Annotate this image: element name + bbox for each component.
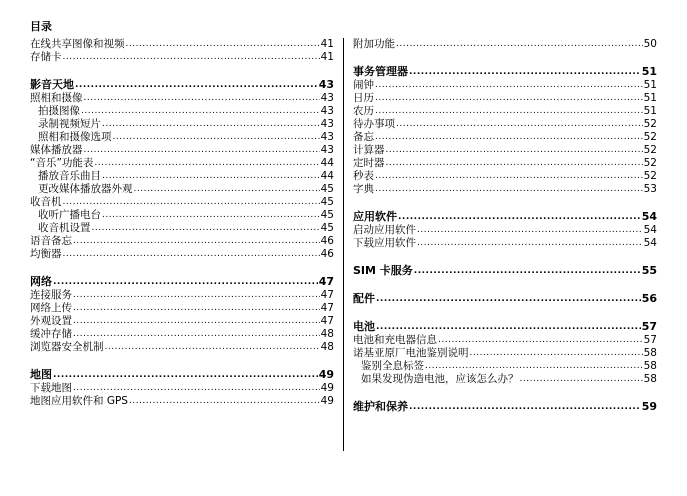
toc-page-number: 43 — [320, 92, 334, 104]
toc-leader-dots — [63, 51, 320, 64]
toc-page-number: 56 — [641, 292, 657, 305]
toc-entry-label: 字典 — [353, 183, 374, 195]
toc-leader-dots — [94, 157, 319, 170]
toc-entry[interactable] — [30, 105, 334, 118]
toc-entry[interactable] — [353, 79, 657, 92]
toc-leader-dots — [102, 118, 320, 131]
toc-page-number: 51 — [641, 65, 657, 78]
toc-leader-dots — [53, 275, 318, 289]
toc-section-heading[interactable] — [30, 78, 334, 92]
toc-leader-dots — [376, 292, 641, 306]
toc-entry[interactable] — [353, 183, 657, 196]
toc-entry-label: 应用软件 — [353, 210, 397, 223]
toc-entry[interactable] — [30, 183, 334, 196]
toc-entry-label: 备忘 — [353, 131, 374, 143]
toc-entry[interactable] — [30, 51, 334, 64]
toc-spacer — [353, 51, 657, 65]
toc-entry-label: 电池和充电器信息 — [353, 334, 437, 346]
toc-page-number: 53 — [643, 183, 657, 195]
toc-entry[interactable] — [30, 209, 334, 222]
toc-leader-dots — [438, 334, 643, 347]
toc-leader-dots — [126, 38, 320, 51]
toc-leader-dots — [129, 395, 320, 408]
toc-entry[interactable] — [30, 92, 334, 105]
toc-page-number: 51 — [643, 92, 657, 104]
toc-page-number: 52 — [643, 118, 657, 130]
toc-page-number: 59 — [641, 400, 657, 413]
toc-entry[interactable] — [30, 382, 334, 395]
toc-spacer — [353, 196, 657, 210]
toc-entry-label: 如果发现伪造电池，应该怎么办？ — [361, 373, 519, 385]
toc-page-number: 45 — [320, 222, 334, 234]
toc-entry-label: 电池 — [353, 320, 375, 333]
toc-leader-dots — [134, 183, 320, 196]
toc-leader-dots — [409, 65, 641, 79]
toc-leader-dots — [375, 170, 643, 183]
toc-page-number: 47 — [320, 315, 334, 327]
toc-entry-label: 拍摄图像 — [38, 105, 80, 117]
toc-page-number: 48 — [320, 328, 334, 340]
column-divider — [343, 38, 344, 451]
toc-entry-label: 网络上传 — [30, 302, 72, 314]
toc-entry-label: 外观设置 — [30, 315, 72, 327]
toc-leader-dots — [520, 373, 643, 386]
toc-entry[interactable] — [30, 289, 334, 302]
toc-page-number: 52 — [643, 144, 657, 156]
toc-page-number: 58 — [643, 347, 657, 359]
toc-section-heading[interactable] — [30, 368, 334, 382]
toc-leader-dots — [386, 144, 643, 157]
toc-left-column — [30, 38, 334, 408]
toc-leader-dots — [73, 302, 320, 315]
toc-entry[interactable] — [353, 237, 657, 250]
toc-leader-dots — [417, 237, 643, 250]
toc-entry[interactable] — [30, 302, 334, 315]
toc-leader-dots — [470, 347, 643, 360]
toc-leader-dots — [73, 382, 320, 395]
toc-leader-dots — [105, 341, 320, 354]
toc-entry[interactable] — [353, 334, 657, 347]
toc-entry-label: 浏览器安全机制 — [30, 341, 104, 353]
toc-leader-dots — [73, 315, 320, 328]
toc-entry[interactable] — [30, 170, 334, 183]
toc-leader-dots — [102, 170, 320, 183]
toc-page-number: 57 — [641, 320, 657, 333]
toc-leader-dots — [414, 264, 641, 278]
toc-leader-dots — [375, 183, 643, 196]
toc-page-number: 43 — [318, 78, 334, 91]
toc-spacer — [353, 306, 657, 320]
toc-entry-label: 农历 — [353, 105, 374, 117]
toc-page-number: 52 — [643, 131, 657, 143]
toc-entry[interactable] — [353, 131, 657, 144]
toc-leader-dots — [375, 131, 643, 144]
toc-page-number: 43 — [320, 131, 334, 143]
toc-leader-dots — [375, 92, 643, 105]
toc-entry-label: 附加功能 — [353, 38, 395, 50]
toc-entry[interactable] — [30, 341, 334, 354]
toc-entry-label: 下载应用软件 — [353, 237, 416, 249]
toc-page-number: 54 — [643, 224, 657, 236]
toc-entry[interactable] — [353, 38, 657, 51]
toc-page-number: 47 — [320, 289, 334, 301]
toc-entry-label: 照相和摄像 — [30, 92, 83, 104]
toc-leader-dots — [375, 105, 643, 118]
toc-entry[interactable] — [30, 248, 334, 261]
toc-leader-dots — [63, 248, 320, 261]
toc-section-heading[interactable] — [353, 400, 657, 414]
toc-leader-dots — [73, 289, 320, 302]
toc-entry-label: 启动应用软件 — [353, 224, 416, 236]
toc-leader-dots — [81, 105, 320, 118]
toc-entry-label: 待办事项 — [353, 118, 395, 130]
toc-leader-dots — [84, 92, 320, 105]
toc-spacer — [30, 64, 334, 78]
toc-page-number: 52 — [643, 170, 657, 182]
toc-leader-dots — [376, 320, 641, 334]
toc-entry-label: 播放音乐曲目 — [38, 170, 101, 182]
toc-page-number: 58 — [643, 373, 657, 385]
toc-page-number: 44 — [320, 157, 334, 169]
toc-leader-dots — [84, 144, 320, 157]
toc-entry[interactable] — [353, 373, 657, 386]
toc-entry[interactable] — [353, 360, 657, 373]
toc-page-number: 49 — [320, 382, 334, 394]
toc-entry[interactable] — [353, 92, 657, 105]
toc-entry-label: 计算器 — [353, 144, 385, 156]
toc-entry[interactable] — [353, 157, 657, 170]
toc-entry-label: 收音机 — [30, 196, 62, 208]
toc-entry[interactable] — [30, 395, 334, 408]
toc-page-number: 55 — [641, 264, 657, 277]
toc-section-heading[interactable] — [353, 292, 657, 306]
toc-spacer — [30, 261, 334, 275]
toc-entry-label: 秒表 — [353, 170, 374, 182]
toc-section-heading[interactable] — [30, 275, 334, 289]
toc-entry-label: 维护和保养 — [353, 400, 408, 413]
toc-entry-label: 地图 — [30, 368, 52, 381]
toc-entry[interactable] — [30, 38, 334, 51]
toc-page-number: 45 — [320, 196, 334, 208]
toc-leader-dots — [396, 38, 643, 51]
toc-leader-dots — [396, 118, 643, 131]
toc-page-number: 43 — [320, 105, 334, 117]
toc-page-number: 51 — [643, 105, 657, 117]
toc-entry-label: 在线共享图像和视频 — [30, 38, 125, 50]
toc-leader-dots — [425, 360, 643, 373]
toc-entry[interactable] — [353, 170, 657, 183]
toc-entry[interactable] — [353, 118, 657, 131]
toc-leader-dots — [102, 209, 320, 222]
toc-entry-label: 缓冲存储 — [30, 328, 72, 340]
toc-leader-dots — [409, 400, 641, 414]
toc-entry[interactable] — [30, 315, 334, 328]
toc-page-number: 49 — [318, 368, 334, 381]
toc-leader-dots — [73, 328, 320, 341]
toc-entry[interactable] — [30, 328, 334, 341]
toc-entry[interactable] — [30, 196, 334, 209]
toc-section-heading[interactable] — [353, 320, 657, 334]
toc-entry-label: 照相和摄像选项 — [38, 131, 112, 143]
toc-page-number: 43 — [320, 118, 334, 130]
toc-entry-label: 鉴别全息标签 — [361, 360, 424, 372]
toc-entry-label: 影音天地 — [30, 78, 74, 91]
toc-leader-dots — [375, 79, 643, 92]
toc-spacer — [353, 250, 657, 264]
toc-page-number: 48 — [320, 341, 334, 353]
toc-spacer — [353, 278, 657, 292]
toc-entry[interactable] — [353, 347, 657, 360]
toc-entry[interactable] — [30, 131, 334, 144]
toc-entry-label: 存储卡 — [30, 51, 62, 63]
toc-page-number: 50 — [643, 38, 657, 50]
toc-entry-label: 收音机设置 — [38, 222, 91, 234]
toc-entry-label: 媒体播放器 — [30, 144, 83, 156]
toc-page-number: 54 — [641, 210, 657, 223]
toc-page-number: 44 — [320, 170, 334, 182]
toc-page-number: 49 — [320, 395, 334, 407]
toc-page-number: 45 — [320, 209, 334, 221]
toc-section-heading[interactable] — [353, 65, 657, 79]
toc-page-number: 41 — [320, 38, 334, 50]
toc-section-heading[interactable] — [353, 264, 657, 278]
toc-entry-label: 诺基亚原厂电池鉴别说明 — [353, 347, 469, 359]
toc-page-number: 57 — [643, 334, 657, 346]
toc-leader-dots — [398, 210, 641, 224]
toc-entry[interactable] — [30, 118, 334, 131]
toc-section-heading[interactable] — [353, 210, 657, 224]
toc-page-number: 45 — [320, 183, 334, 195]
page-title: 目录 — [30, 20, 52, 33]
toc-entry-label: 闹钟 — [353, 79, 374, 91]
toc-page-number: 46 — [320, 235, 334, 247]
toc-page-number: 43 — [320, 144, 334, 156]
toc-spacer — [30, 354, 334, 368]
toc-entry-label: 定时器 — [353, 157, 385, 169]
toc-entry-label: 日历 — [353, 92, 374, 104]
toc-entry[interactable] — [30, 144, 334, 157]
toc-entry-label: SIM 卡服务 — [353, 264, 413, 277]
toc-leader-dots — [113, 131, 320, 144]
toc-leader-dots — [53, 368, 318, 382]
toc-leader-dots — [386, 157, 643, 170]
toc-entry[interactable] — [353, 105, 657, 118]
toc-leader-dots — [75, 78, 318, 92]
toc-page-number: 52 — [643, 157, 657, 169]
toc-entry-label: 更改媒体播放器外观 — [38, 183, 133, 195]
toc-page-number: 54 — [643, 237, 657, 249]
toc-entry-label: 收听广播电台 — [38, 209, 101, 221]
toc-leader-dots — [73, 235, 320, 248]
toc-entry[interactable] — [30, 222, 334, 235]
toc-entry-label: “音乐”功能表 — [30, 157, 94, 169]
toc-page-number: 47 — [318, 275, 334, 288]
toc-entry-label: 连接服务 — [30, 289, 72, 301]
toc-right-column — [353, 38, 657, 414]
toc-entry-label: 下载地图 — [30, 382, 72, 394]
toc-entry-label: 录制视频短片 — [38, 118, 101, 130]
toc-entry-label: 均衡器 — [30, 248, 62, 260]
toc-spacer — [353, 386, 657, 400]
toc-page-number: 46 — [320, 248, 334, 260]
toc-leader-dots — [92, 222, 320, 235]
toc-page-number: 41 — [320, 51, 334, 63]
toc-page-number: 51 — [643, 79, 657, 91]
toc-entry[interactable] — [353, 224, 657, 237]
toc-leader-dots — [417, 224, 643, 237]
toc-entry-label: 地图应用软件和 GPS — [30, 395, 128, 407]
toc-entry[interactable] — [353, 144, 657, 157]
toc-leader-dots — [63, 196, 320, 209]
toc-entry-label: 事务管理器 — [353, 65, 408, 78]
toc-page-number: 47 — [320, 302, 334, 314]
toc-entry-label: 配件 — [353, 292, 375, 305]
toc-entry-label: 语音备忘 — [30, 235, 72, 247]
toc-entry[interactable] — [30, 235, 334, 248]
toc-entry[interactable] — [30, 157, 334, 170]
toc-page-number: 58 — [643, 360, 657, 372]
toc-entry-label: 网络 — [30, 275, 52, 288]
